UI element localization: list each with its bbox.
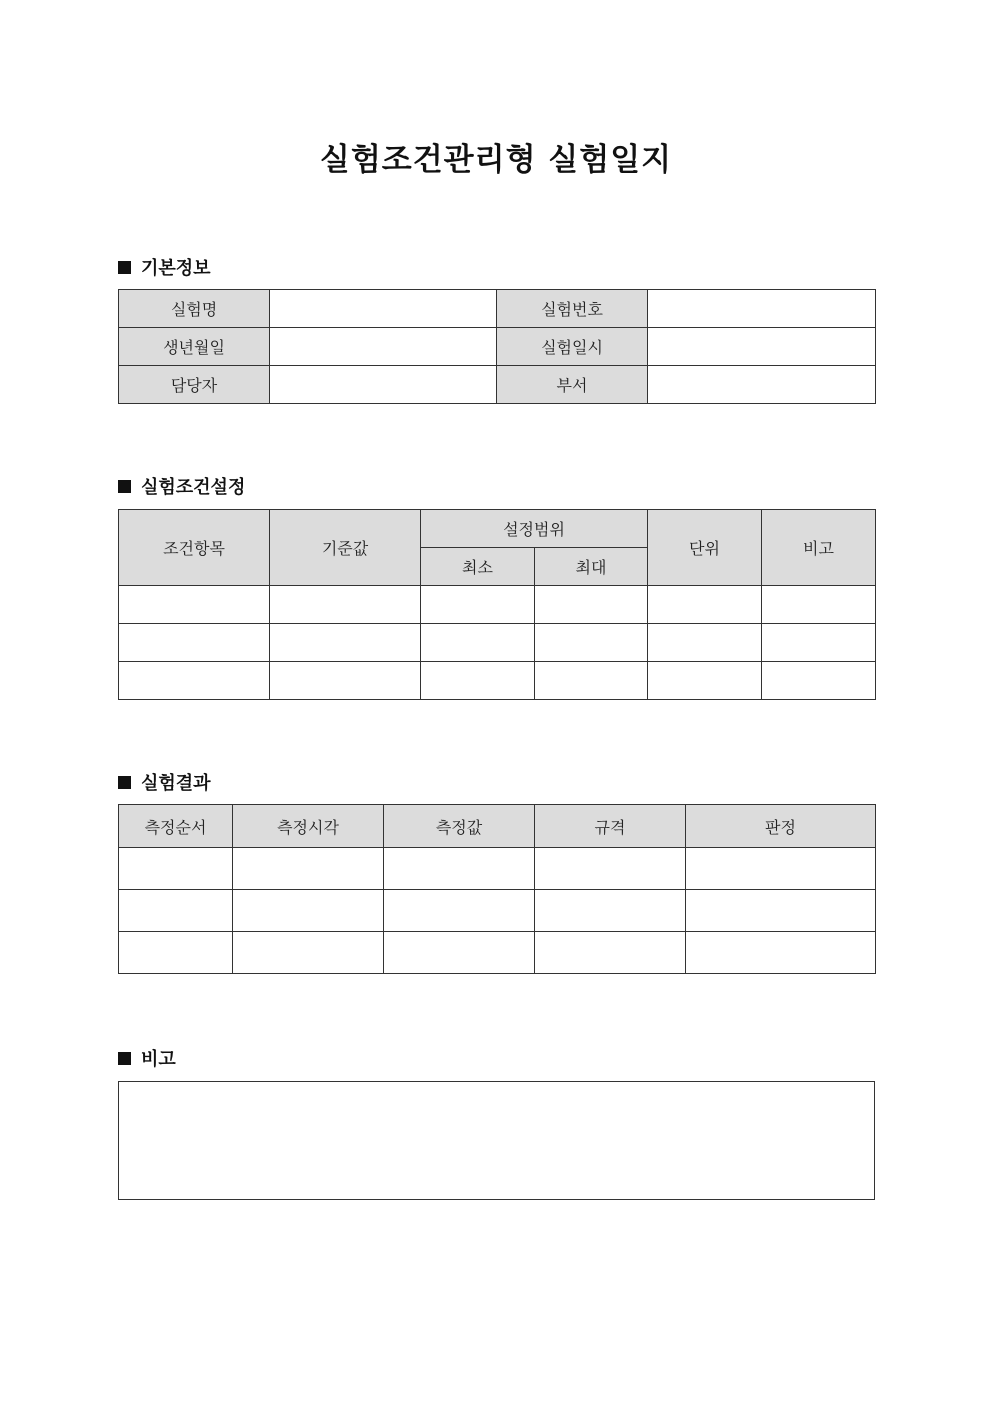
label-birth-date: 생년월일: [119, 328, 270, 366]
table-cell[interactable]: [119, 932, 233, 974]
col-header-setting-range: 설정범위: [421, 510, 648, 548]
table-cell[interactable]: [421, 624, 535, 662]
table-row: [119, 366, 876, 404]
table-cell[interactable]: [270, 586, 421, 624]
label-experiment-name: 실험명: [119, 290, 270, 328]
col-header-specification: 규격: [535, 805, 686, 848]
results-table: [118, 804, 876, 974]
table-cell[interactable]: [384, 890, 535, 932]
col-header-measure-time: 측정시각: [233, 805, 384, 848]
label-experiment-datetime: 실험일시: [497, 328, 648, 366]
table-row: [119, 586, 876, 624]
table-row: [119, 890, 876, 932]
manager-field[interactable]: [270, 366, 497, 404]
table-cell[interactable]: [535, 890, 686, 932]
table-cell[interactable]: [762, 586, 876, 624]
department-field[interactable]: [648, 366, 876, 404]
table-row: [119, 624, 876, 662]
square-bullet-icon: [118, 480, 131, 493]
table-cell[interactable]: [648, 586, 762, 624]
table-cell[interactable]: [119, 624, 270, 662]
square-bullet-icon: [118, 261, 131, 274]
table-cell[interactable]: [535, 624, 648, 662]
table-cell[interactable]: [270, 624, 421, 662]
square-bullet-icon: [118, 776, 131, 789]
notes-textarea[interactable]: [118, 1081, 875, 1200]
col-header-judgement: 판정: [686, 805, 876, 848]
table-cell[interactable]: [233, 848, 384, 890]
section-basic-info-heading: [118, 254, 211, 280]
section-heading-text: 실험결과: [141, 773, 211, 794]
section-heading-text: 비고: [141, 1049, 176, 1070]
col-header-unit: 단위: [648, 510, 762, 586]
table-row: [119, 932, 876, 974]
experiment-name-field[interactable]: [270, 290, 497, 328]
section-heading-text: 기본정보: [141, 258, 211, 279]
table-cell[interactable]: [233, 932, 384, 974]
table-row: [119, 328, 876, 366]
col-header-min: 최소: [421, 548, 535, 586]
label-department: 부서: [497, 366, 648, 404]
table-cell[interactable]: [421, 586, 535, 624]
section-results-heading: [118, 769, 211, 795]
table-row: [119, 662, 876, 700]
section-notes-heading: [118, 1045, 176, 1071]
table-row: [119, 290, 876, 328]
conditions-table: [118, 509, 876, 700]
table-cell[interactable]: [535, 848, 686, 890]
col-header-measure-value: 측정값: [384, 805, 535, 848]
col-header-max: 최대: [535, 548, 648, 586]
table-cell[interactable]: [384, 848, 535, 890]
col-header-reference-value: 기준값: [270, 510, 421, 586]
table-cell[interactable]: [762, 624, 876, 662]
experiment-datetime-field[interactable]: [648, 328, 876, 366]
table-header-row: [119, 805, 876, 848]
col-header-note: 비고: [762, 510, 876, 586]
table-cell[interactable]: [686, 932, 876, 974]
label-experiment-number: 실험번호: [497, 290, 648, 328]
table-cell[interactable]: [233, 890, 384, 932]
page-title: 실험조건관리형 실험일지: [319, 142, 673, 178]
table-cell[interactable]: [119, 890, 233, 932]
table-cell[interactable]: [384, 932, 535, 974]
table-cell[interactable]: [270, 662, 421, 700]
experiment-number-field[interactable]: [648, 290, 876, 328]
table-cell[interactable]: [119, 586, 270, 624]
table-cell[interactable]: [421, 662, 535, 700]
table-cell[interactable]: [648, 662, 762, 700]
table-cell[interactable]: [535, 932, 686, 974]
section-heading-text: 실험조건설정: [141, 477, 246, 498]
table-cell[interactable]: [648, 624, 762, 662]
col-header-condition-item: 조건항목: [119, 510, 270, 586]
table-row: [119, 848, 876, 890]
col-header-measure-order: 측정순서: [119, 805, 233, 848]
square-bullet-icon: [118, 1052, 131, 1065]
table-cell[interactable]: [762, 662, 876, 700]
table-cell[interactable]: [686, 848, 876, 890]
basic-info-table: [118, 289, 876, 404]
birth-date-field[interactable]: [270, 328, 497, 366]
label-manager: 담당자: [119, 366, 270, 404]
table-cell[interactable]: [686, 890, 876, 932]
table-cell[interactable]: [119, 848, 233, 890]
table-header-row: [119, 510, 876, 548]
table-cell[interactable]: [535, 662, 648, 700]
section-conditions-heading: [118, 473, 245, 499]
table-cell[interactable]: [535, 586, 648, 624]
table-cell[interactable]: [119, 662, 270, 700]
